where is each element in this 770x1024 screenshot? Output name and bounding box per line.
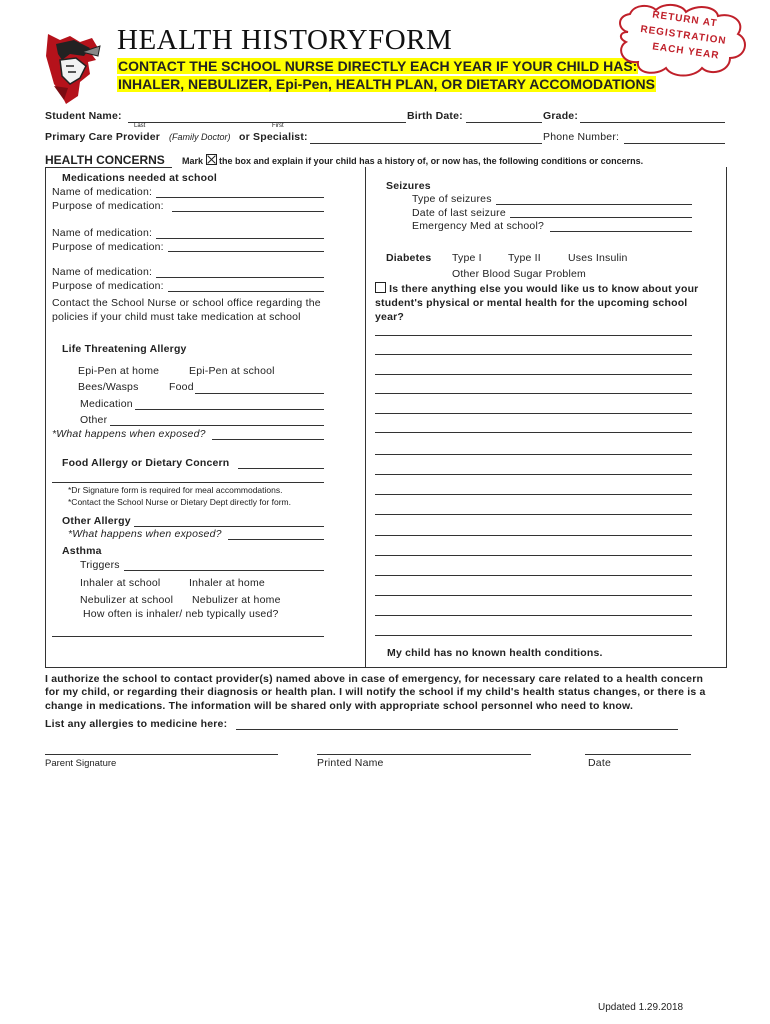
neb-school-option[interactable]: Nebulizer at school xyxy=(80,594,174,606)
stamp-line1: RETURN AT xyxy=(651,9,719,30)
med3-name-label: Name of medication: xyxy=(52,266,153,278)
blood-sugar-option[interactable]: Other Blood Sugar Problem xyxy=(452,268,586,280)
seizures-heading: Seizures xyxy=(386,180,431,192)
medicine-allergies-field[interactable] xyxy=(236,729,678,730)
medication-option[interactable]: Medication xyxy=(80,398,133,410)
first-name-caption: First xyxy=(272,123,284,129)
anything-else-checkbox[interactable] xyxy=(375,282,386,293)
student-name-field[interactable] xyxy=(128,122,406,123)
other-allergy-text-field[interactable] xyxy=(134,526,324,527)
seizure-date-label: Date of last seizure xyxy=(412,207,506,219)
anything-else-line1 xyxy=(375,282,698,295)
provider-field[interactable] xyxy=(310,143,542,144)
epi-home-option[interactable]: Epi-Pen at home xyxy=(78,365,160,377)
notes-line-15[interactable] xyxy=(375,615,692,616)
birth-date-field[interactable] xyxy=(466,122,542,123)
inhaler-home-option[interactable]: Inhaler at home xyxy=(189,577,265,589)
epi-school-option[interactable]: Epi-Pen at school xyxy=(189,365,275,377)
authorization-line3: change in medications. The information will be shared only with appropriate school personnel who need to know. xyxy=(45,700,634,712)
grade-field[interactable] xyxy=(580,122,725,123)
diabetes-heading: Diabetes xyxy=(386,252,432,264)
medications-heading: Medications needed at school xyxy=(62,172,217,184)
triggers-label: Triggers xyxy=(80,559,120,571)
med3-purpose-field[interactable] xyxy=(168,291,324,292)
no-conditions-option[interactable]: My child has no known health conditions. xyxy=(387,647,603,659)
allergy-heading: Life Threatening Allergy xyxy=(62,343,187,355)
seizure-type-field[interactable] xyxy=(496,204,692,205)
triggers-field[interactable] xyxy=(124,570,324,571)
anything-else-text1: Is there anything else you would like us to know about your xyxy=(389,283,699,295)
last-name-caption: Last xyxy=(134,123,146,129)
return-stamp xyxy=(606,2,756,82)
notes-line-8[interactable] xyxy=(375,474,692,475)
other-allergy-heading: Other Allergy xyxy=(62,515,131,527)
school-logo xyxy=(40,26,105,106)
how-often-label: How often is inhaler/ neb typically used? xyxy=(83,608,279,620)
specialist-label: or Specialist: xyxy=(239,131,308,143)
med1-name-field[interactable] xyxy=(156,197,324,198)
notes-line-1[interactable] xyxy=(375,335,692,336)
notes-line-2[interactable] xyxy=(375,354,692,355)
notes-line-12[interactable] xyxy=(375,555,692,556)
allergy-exposed-label: *What happens when exposed? xyxy=(52,428,206,440)
notes-line-13[interactable] xyxy=(375,575,692,576)
notes-line-4[interactable] xyxy=(375,393,692,394)
authorization-line1: I authorize the school to contact provider(s) named above in case of emergency, for necessary care related to a health concern xyxy=(45,673,704,685)
notes-line-16[interactable] xyxy=(375,635,692,636)
notes-line-5[interactable] xyxy=(375,413,692,414)
mark-label: Mark xyxy=(182,156,204,166)
med3-name-field[interactable] xyxy=(156,277,324,278)
food-note2: *Contact the School Nurse or Dietary Dept directly for form. xyxy=(68,497,291,507)
notes-line-7[interactable] xyxy=(375,454,692,455)
contact-notice-line2 xyxy=(117,76,656,94)
food-note1: *Dr Signature form is required for meal accommodations. xyxy=(68,485,283,495)
notes-line-11[interactable] xyxy=(375,535,692,536)
med2-purpose-field[interactable] xyxy=(168,251,324,252)
updated-footer: Updated 1.29.2018 xyxy=(598,1002,684,1013)
provider-label: Primary Care Provider xyxy=(45,131,161,143)
how-often-field[interactable] xyxy=(52,636,324,637)
stamp-line3: EACH YEAR xyxy=(651,41,721,62)
authorization-line2: for my child, or regarding their diagnosis or health plan. I will notify the school if my child's health status changes, or there is a xyxy=(45,686,706,698)
phone-field[interactable] xyxy=(624,143,725,144)
seizure-date-field[interactable] xyxy=(510,217,692,218)
med3-purpose-label: Purpose of medication: xyxy=(52,280,164,292)
anything-else-line2: student's physical or mental health for the upcoming school xyxy=(375,297,688,309)
asthma-heading: Asthma xyxy=(62,545,102,557)
seizure-emergency-label: Emergency Med at school? xyxy=(412,220,545,232)
date-label: Date xyxy=(588,757,611,769)
other-allergy-field[interactable] xyxy=(110,425,324,426)
printed-name-field[interactable] xyxy=(317,754,531,755)
grade-label: Grade: xyxy=(543,110,579,122)
form-title: HEALTH HISTORYFORM xyxy=(117,24,453,56)
bees-option[interactable]: Bees/Wasps xyxy=(78,381,139,393)
contact-notice-text1: CONTACT THE SCHOOL NURSE DIRECTLY EACH YEAR IF YOUR CHILD HAS: xyxy=(118,58,638,74)
other-option[interactable]: Other xyxy=(80,414,108,426)
notes-line-3[interactable] xyxy=(375,374,692,375)
insulin-option[interactable]: Uses Insulin xyxy=(568,252,628,264)
birth-date-label: Birth Date: xyxy=(407,110,463,122)
med1-purpose-field[interactable] xyxy=(172,211,324,212)
mark-instruction xyxy=(182,154,643,166)
phone-label: Phone Number: xyxy=(543,131,620,143)
provider-hint: (Family Doctor) xyxy=(169,132,231,142)
notes-line-6[interactable] xyxy=(375,432,692,433)
inhaler-school-option[interactable]: Inhaler at school xyxy=(80,577,161,589)
health-concerns-heading: HEALTH CONCERNS xyxy=(45,153,165,167)
medication-contact-line2: policies if your child must take medication at school xyxy=(52,311,301,323)
other-allergy-exposed-label: *What happens when exposed? xyxy=(68,528,222,540)
notes-line-10[interactable] xyxy=(375,514,692,515)
food-field[interactable] xyxy=(195,393,324,394)
stamp-line2: REGISTRATION xyxy=(639,24,728,47)
med2-name-field[interactable] xyxy=(156,238,324,239)
contact-notice-text2: INHALER, NEBULIZER, Epi-Pen, HEALTH PLAN, OR DIETARY ACCOMODATIONS xyxy=(118,76,655,92)
type1-option[interactable]: Type I xyxy=(452,252,482,264)
notes-line-14[interactable] xyxy=(375,595,692,596)
type2-option[interactable]: Type II xyxy=(508,252,541,264)
med1-name-label: Name of medication: xyxy=(52,186,153,198)
parent-signature-field[interactable] xyxy=(45,754,278,755)
medication-contact-line1: Contact the School Nurse or school office regarding the xyxy=(52,297,321,309)
food-allergy-field[interactable] xyxy=(238,468,324,469)
printed-name-label: Printed Name xyxy=(317,757,384,769)
notes-line-9[interactable] xyxy=(375,494,692,495)
seizure-type-label: Type of seizures xyxy=(412,193,492,205)
med2-purpose-label: Purpose of medication: xyxy=(52,241,164,253)
medication-allergy-field[interactable] xyxy=(135,409,324,410)
parent-signature-label: Parent Signature xyxy=(45,758,117,769)
allergy-exposed-field[interactable] xyxy=(212,439,324,440)
food-option[interactable]: Food xyxy=(169,381,194,393)
checked-box-icon xyxy=(206,154,217,165)
date-field[interactable] xyxy=(585,754,691,755)
neb-home-option[interactable]: Nebulizer at home xyxy=(192,594,281,606)
student-name-label: Student Name: xyxy=(45,110,122,122)
medicine-allergies-label: List any allergies to medicine here: xyxy=(45,718,228,730)
mark-instruction-text: the box and explain if your child has a history of, or now has, the following conditions or concerns. xyxy=(219,156,644,166)
med2-name-label: Name of medication: xyxy=(52,227,153,239)
contact-notice-line1 xyxy=(117,58,638,76)
seizure-emergency-field[interactable] xyxy=(550,231,692,232)
other-allergy-exposed-field[interactable] xyxy=(228,539,324,540)
med1-purpose-label: Purpose of medication: xyxy=(52,200,164,212)
food-allergy-heading: Food Allergy or Dietary Concern xyxy=(62,457,230,469)
column-divider xyxy=(365,167,366,667)
anything-else-line3: year? xyxy=(375,311,405,323)
food-allergy-line2[interactable] xyxy=(52,482,324,483)
